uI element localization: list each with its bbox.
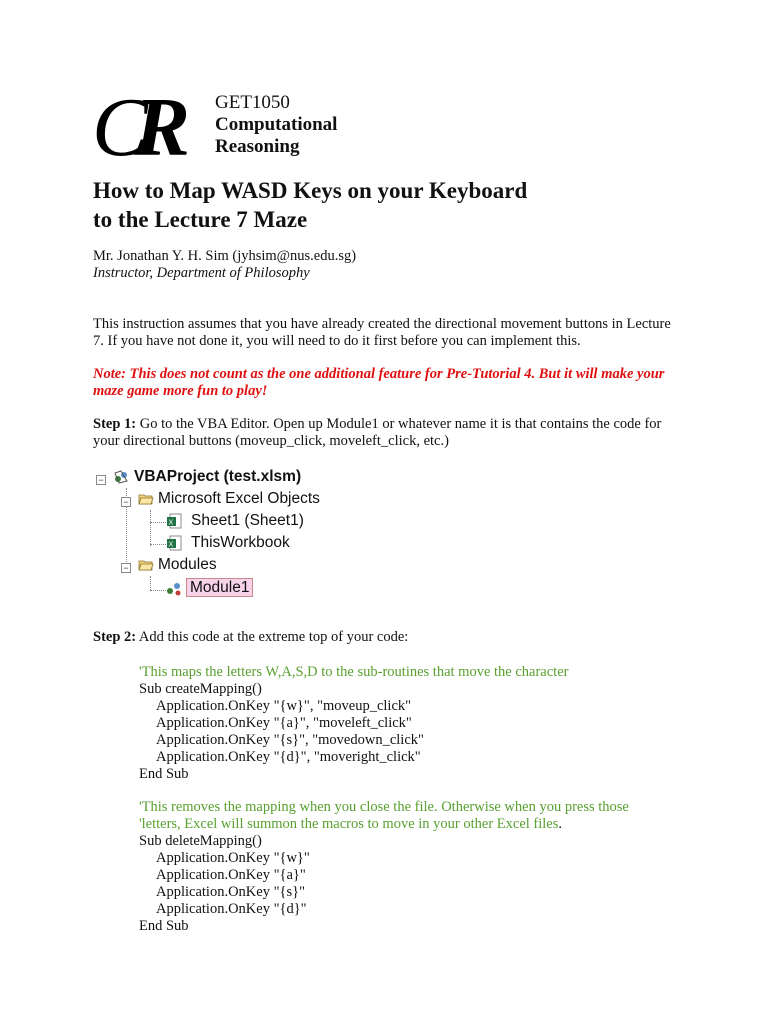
code-line: Application.OnKey "{w}" — [156, 850, 310, 866]
course-name-line2: Reasoning — [215, 136, 300, 157]
tree-line — [150, 544, 166, 545]
excel-sheet-icon — [166, 513, 182, 529]
code-comment: 'This maps the letters W,A,S,D to the sub-routines that move the character — [139, 664, 569, 680]
code-comment: 'This removes the mapping when you close the file. Otherwise when you press those — [139, 799, 629, 815]
folder-open-icon — [138, 491, 154, 507]
tree-item-workbook[interactable]: ThisWorkbook — [191, 534, 290, 551]
tree-line — [150, 522, 166, 523]
tree-item-excel-objects[interactable]: Microsoft Excel Objects — [158, 490, 320, 507]
course-name-line1: Computational — [215, 114, 338, 135]
code-comment: 'letters, Excel will summon the macros to move in your other Excel files — [139, 816, 559, 832]
course-logo — [92, 81, 392, 174]
cr-logo-mark — [92, 81, 177, 174]
code-line: Application.OnKey "{a}" — [156, 867, 306, 883]
code-block-create-mapping — [139, 664, 568, 783]
logo-letter-r: R — [134, 81, 177, 174]
code-line: Application.OnKey "{s}" — [156, 884, 305, 900]
code-line: Sub deleteMapping() — [139, 833, 262, 849]
tree-item-project[interactable]: VBAProject (test.xlsm) — [134, 468, 302, 485]
step1-label: Step 1: — [93, 416, 137, 432]
vba-project-icon — [113, 469, 129, 485]
course-code: GET1050 — [215, 92, 290, 113]
svg-text:X: X — [168, 519, 174, 527]
code-line: End Sub — [139, 918, 189, 934]
code-comment-line2 — [139, 816, 629, 833]
intro-paragraph: This instruction assumes that you have already created the directional movement buttons in Lecture 7. If you have not done it, you will need to do it first before you can implement this. — [93, 316, 671, 349]
step2-paragraph — [93, 629, 673, 646]
excel-workbook-icon — [166, 535, 182, 551]
collapse-toggle-excel-objects[interactable]: − — [121, 497, 131, 507]
tree-line — [150, 576, 151, 590]
collapse-toggle-project[interactable]: − — [96, 475, 106, 485]
code-line: Sub createMapping() — [139, 681, 262, 697]
tree-item-module1[interactable] — [186, 577, 253, 599]
step1-paragraph — [93, 416, 673, 450]
tree-item-sheet1[interactable]: Sheet1 (Sheet1) — [191, 512, 304, 529]
code-line: Application.OnKey "{s}", "movedown_click" — [156, 732, 424, 748]
svg-text:X: X — [168, 541, 174, 549]
code-line: Application.OnKey "{d}", "moveright_click" — [156, 749, 421, 765]
step2-text: Add this code at the extreme top of your code: — [136, 629, 409, 645]
tree-line — [150, 590, 166, 591]
author-line: Mr. Jonathan Y. H. Sim (jyhsim@nus.edu.sg) — [93, 248, 357, 264]
code-line: Application.OnKey "{d}" — [156, 901, 307, 917]
logo-letter-c: C — [92, 81, 135, 174]
code-comment-period: . — [558, 816, 563, 832]
collapse-toggle-modules[interactable]: − — [121, 563, 131, 573]
note-paragraph: Note: This does not count as the one additional feature for Pre-Tutorial 4. But it will make your maze game more fun to play! — [93, 366, 665, 399]
step2-label: Step 2: — [93, 629, 137, 645]
code-line: Application.OnKey "{w}", "moveup_click" — [156, 698, 412, 714]
code-line: End Sub — [139, 766, 189, 782]
selected-module-label: Module1 — [186, 578, 253, 597]
step1-text: Go to the VBA Editor. Open up Module1 or whatever name it is that contains the code for your directional buttons (moveup_click, moveleft_click, etc.) — [93, 416, 662, 449]
title-line2: to the Lecture 7 Maze — [93, 207, 308, 232]
affiliation-line: Instructor, Department of Philosophy — [93, 265, 310, 281]
page-title — [93, 176, 713, 234]
tree-item-modules[interactable]: Modules — [158, 556, 217, 573]
logo-text — [215, 92, 337, 158]
title-line1: How to Map WASD Keys on your Keyboard — [93, 178, 528, 203]
tree-line — [150, 510, 151, 546]
code-line: Application.OnKey "{a}", "moveleft_click" — [156, 715, 412, 731]
folder-open-icon — [138, 557, 154, 573]
vba-project-tree — [93, 466, 413, 606]
vba-module-icon — [166, 581, 182, 597]
code-block-delete-mapping — [139, 799, 629, 935]
